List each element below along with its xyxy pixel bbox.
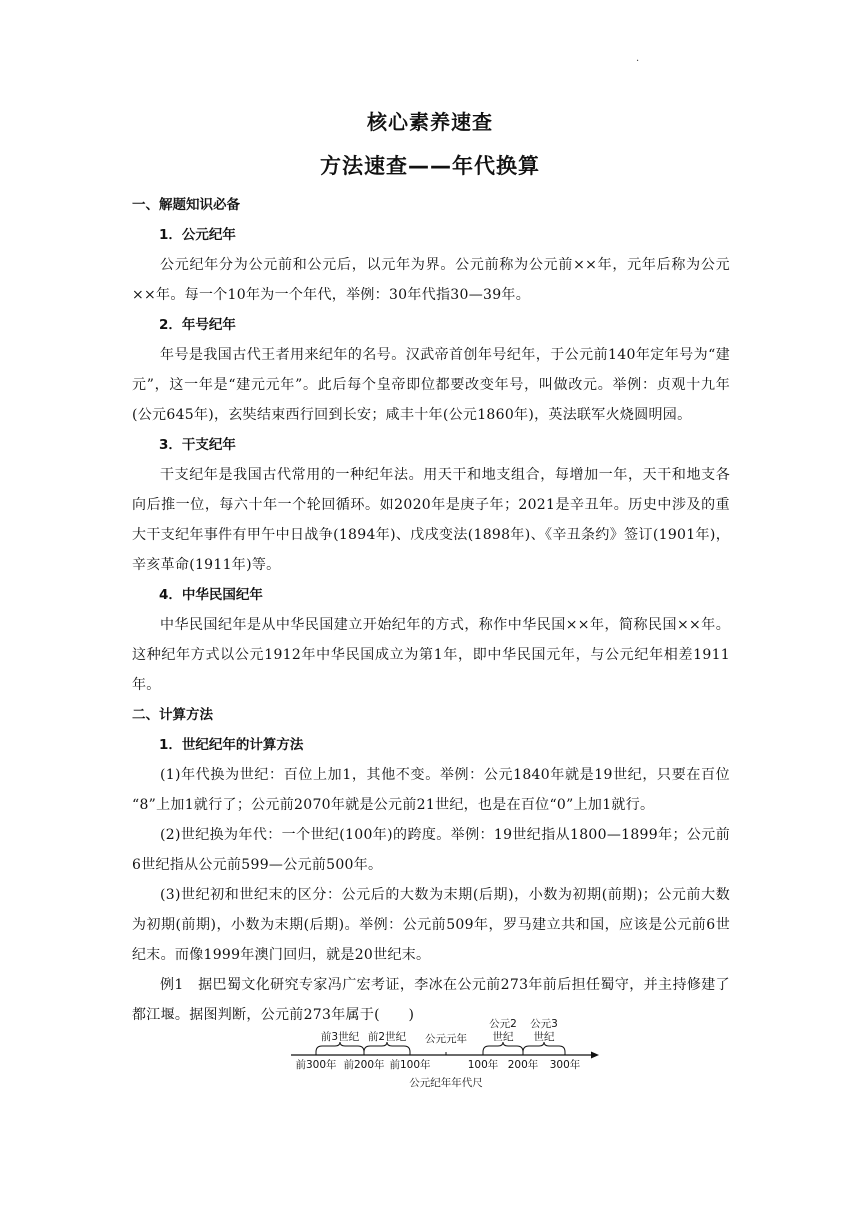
tick-label: 前100年 bbox=[389, 1059, 431, 1071]
page-subtitle: 方法速查——年代换算 bbox=[320, 154, 540, 178]
tick-label: 100年 bbox=[467, 1059, 499, 1071]
tick-label: 前200年 bbox=[343, 1059, 385, 1071]
brace-2nd-bc bbox=[364, 1042, 410, 1052]
label-ad-2-line2: 世纪 bbox=[492, 1031, 514, 1043]
page-mark: · bbox=[636, 56, 640, 67]
paragraph-roc-calendar: 中华民国纪年是从中华民国建立开始纪年的方式，称作中华民国××年，简称民国××年。这种纪年方式以公元1912年中华民国成立为第1年，即中华民国元年，与公元纪年相差1911年。 bbox=[132, 617, 730, 693]
tick-label: 前300年 bbox=[295, 1059, 337, 1071]
label-ad-3-line1: 公元3 bbox=[530, 1018, 558, 1030]
paragraph-ganzhi: 干支纪年是我国古代常用的一种纪年法。用天干和地支组合，每增加一年，天干和地支各向后推一位，每六十年一个轮回循环。如2020年是庚子年；2021是辛丑年。历史中涉及的重大干支纪年事件有甲午中日战争(1894年)、戊戌变法(1898年)、《辛丑条约》签订(1901年)，辛亥革命(1911年)等。 bbox=[132, 467, 730, 573]
subheading-ad-calendar: 1．公元纪年 bbox=[159, 227, 236, 243]
paragraph-method-3: (3)世纪初和世纪末的区分：公元后的大数为末期(后期)，小数为初期(前期)；公元前大数为初期(前期)，小数为末期(后期)。举例：公元前509年，罗马建立共和国，应该是公元前6世纪末。而像1999年澳门回归，就是20世纪末。 bbox=[132, 887, 730, 963]
page-title: 核心素养速查 bbox=[367, 110, 493, 134]
brace-3rd-ad bbox=[523, 1042, 565, 1052]
paragraph-method-2: (2)世纪换为年代：一个世纪(100年)的跨度。举例：19世纪指从1800—1899年；公元前6世纪指从公元前599—公元前500年。 bbox=[132, 827, 730, 873]
arrow-icon bbox=[591, 1052, 599, 1059]
section-heading-2: 二、计算方法 bbox=[132, 707, 213, 723]
label-ad-2-line1: 公元2 bbox=[489, 1018, 517, 1030]
brace-3rd-bc bbox=[316, 1042, 364, 1052]
timeline-figure bbox=[285, 1012, 605, 1094]
section-heading-1: 一、解题知识必备 bbox=[132, 197, 240, 213]
paragraph-ad-calendar: 公元纪年分为公元前和公元后，以元年为界。公元前称为公元前××年，元年后称为公元××年。每一个10年为一个年代，举例：30年代指30—39年。 bbox=[132, 257, 730, 303]
label-2nd-century-bc: 前2世纪 bbox=[367, 1031, 407, 1043]
subheading-era-name: 2．年号纪年 bbox=[159, 317, 236, 333]
subheading-ganzhi: 3．干支纪年 bbox=[159, 437, 236, 453]
subheading-roc-calendar: 4．中华民国纪年 bbox=[159, 587, 263, 603]
figure-caption: 公元纪年年代尺 bbox=[409, 1077, 483, 1089]
label-3rd-century-bc: 前3世纪 bbox=[320, 1031, 360, 1043]
subheading-century-method: 1．世纪纪年的计算方法 bbox=[159, 737, 304, 753]
label-ad-3-line2: 世纪 bbox=[533, 1031, 555, 1043]
paragraph-method-1: (1)年代换为世纪：百位上加1，其他不变。举例：公元1840年就是19世纪，只要在百位 “8”上加1就行了；公元前2070年就是公元前21世纪，也是在百位“0”上加1就行。 bbox=[132, 767, 730, 813]
tick-label: 300年 bbox=[549, 1059, 581, 1071]
example-text: 据巴蜀文化研究专家冯广宏考证，李冰在公元前273年前后担任蜀守，并主持修建了都江堰。据图判断，公元前273年属于( ) bbox=[132, 977, 730, 1023]
brace-2nd-ad bbox=[483, 1042, 523, 1052]
document-body bbox=[132, 190, 730, 1030]
example-label: 例1 bbox=[160, 977, 184, 993]
paragraph-era-name: 年号是我国古代王者用来纪年的名号。汉武帝首创年号纪年，于公元前140年定年号为“建元”，这一年是“建元元年”。此后每个皇帝即位都要改变年号，叫做改元。举例：贞观十九年(公元645年)，玄奘结束西行回到长安；咸丰十年(公元1860年)，英法联军火烧圆明园。 bbox=[132, 347, 730, 423]
label-year-one: 公元元年 bbox=[425, 1033, 467, 1045]
tick-label: 200年 bbox=[507, 1059, 539, 1071]
